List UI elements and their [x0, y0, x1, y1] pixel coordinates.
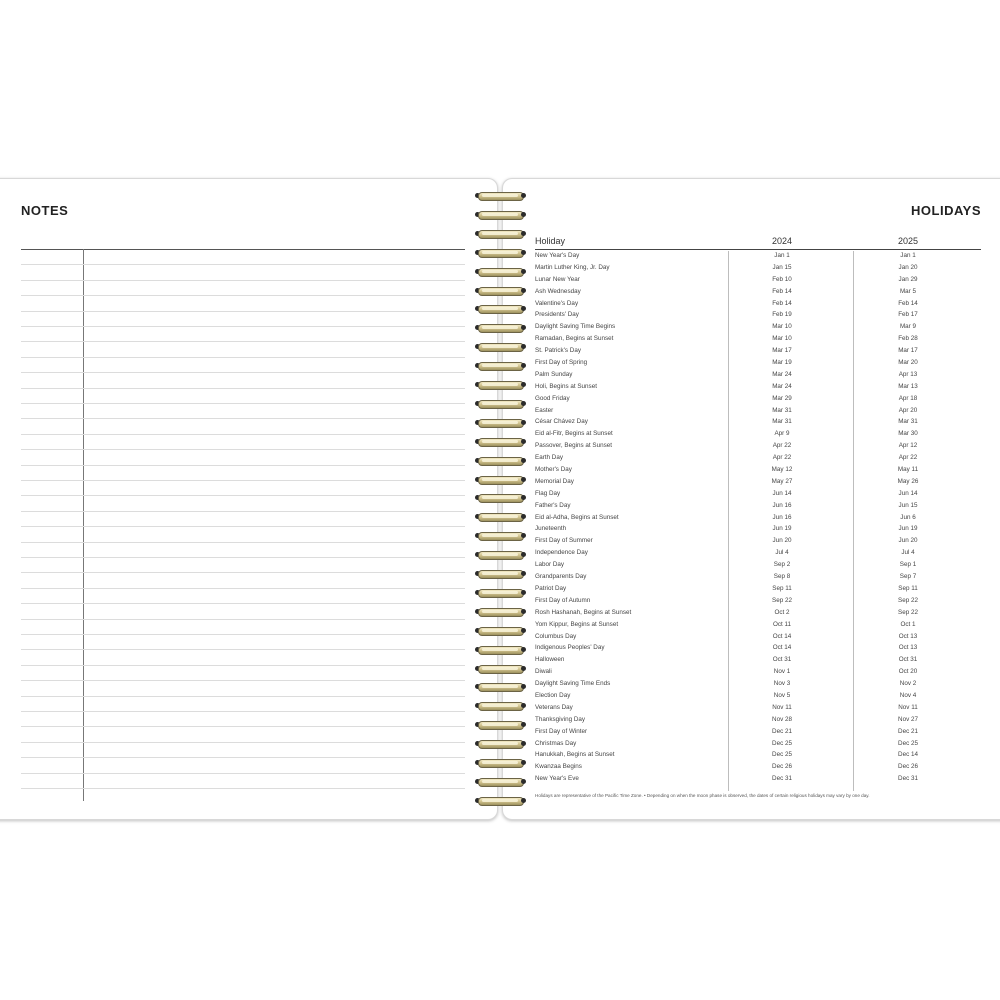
date-2025: Feb 17 — [898, 311, 918, 319]
table-row — [535, 286, 981, 298]
holiday-name: Daylight Saving Time Begins — [535, 323, 616, 331]
date-2025: Apr 22 — [898, 454, 918, 462]
coil-ring — [478, 438, 524, 447]
table-row — [535, 654, 981, 666]
notes-rule-line — [21, 588, 465, 589]
table-row — [535, 773, 981, 785]
coil-ring — [478, 646, 524, 655]
notes-top-rule — [21, 249, 465, 250]
date-2024: Dec 21 — [772, 727, 792, 735]
holiday-name: Labor Day — [535, 561, 565, 569]
notes-rule-line — [21, 572, 465, 573]
coil-ring — [478, 740, 524, 749]
date-2025: Sep 22 — [898, 608, 918, 616]
table-row — [535, 666, 981, 678]
table-row — [535, 476, 981, 488]
notes-rule-line — [21, 295, 465, 296]
date-2024: Mar 29 — [772, 394, 792, 402]
date-2024: Dec 25 — [772, 739, 792, 747]
date-2024: Jun 20 — [772, 537, 792, 545]
holiday-name: First Day of Spring — [535, 359, 588, 367]
holiday-name: Passover, Begins at Sunset — [535, 442, 613, 450]
notes-rule-line — [21, 726, 465, 727]
date-2025: Jun 14 — [898, 489, 918, 497]
date-2024: Nov 28 — [772, 715, 792, 723]
planner-spread — [0, 178, 1000, 822]
table-row — [535, 738, 981, 750]
notes-page — [0, 178, 498, 820]
date-2024: Apr 9 — [774, 430, 790, 438]
holiday-name: Mother's Day — [535, 466, 572, 474]
notes-rule-line — [21, 788, 465, 789]
notes-rule-line — [21, 757, 465, 758]
date-2024: Mar 24 — [772, 370, 792, 378]
holiday-name: Easter — [535, 406, 554, 414]
table-row — [535, 321, 981, 333]
date-2024: Feb 14 — [772, 299, 792, 307]
coil-ring — [478, 683, 524, 692]
table-row — [535, 559, 981, 571]
holiday-name: Rosh Hashanah, Begins at Sunset — [535, 608, 632, 616]
date-2025: Jan 1 — [900, 252, 916, 259]
notes-rule-line — [21, 711, 465, 712]
coil-ring — [478, 608, 524, 617]
date-2025: Oct 20 — [898, 668, 918, 676]
date-2025: Dec 25 — [898, 739, 918, 747]
coil-ring — [478, 249, 524, 258]
coil-ring — [478, 419, 524, 428]
notes-margin-line — [83, 249, 84, 801]
notes-rule-line — [21, 388, 465, 389]
coil-ring — [478, 797, 524, 806]
date-2024: Nov 5 — [773, 691, 791, 699]
table-row — [535, 250, 981, 262]
notes-rule-line — [21, 542, 465, 543]
date-2025: Apr 18 — [898, 394, 918, 402]
coil-ring — [478, 305, 524, 314]
notes-rule-line — [21, 311, 465, 312]
date-2024: Jun 16 — [772, 513, 792, 521]
date-2025: Feb 28 — [898, 335, 918, 343]
holiday-name: Ash Wednesday — [535, 287, 581, 295]
date-2025: Apr 12 — [898, 442, 918, 450]
holiday-name: Palm Sunday — [535, 370, 573, 378]
holiday-name: Flag Day — [535, 489, 561, 497]
notes-rule-line — [21, 418, 465, 419]
holiday-name: First Day of Winter — [535, 727, 588, 735]
date-2025: Jul 4 — [901, 549, 915, 557]
table-row — [535, 535, 981, 547]
date-2024: Feb 19 — [772, 311, 792, 319]
date-2024: Nov 1 — [773, 668, 791, 676]
holiday-name: Father's Day — [535, 501, 571, 509]
date-2025: May 26 — [897, 477, 919, 485]
table-row — [535, 369, 981, 381]
table-row — [535, 595, 981, 607]
holiday-name: Juneteenth — [535, 525, 567, 533]
table-row — [535, 702, 981, 714]
table-row — [535, 547, 981, 559]
notes-rule-line — [21, 465, 465, 466]
date-2025: Mar 9 — [899, 323, 917, 331]
table-row — [535, 607, 981, 619]
coil-ring — [478, 494, 524, 503]
notes-rule-line — [21, 680, 465, 681]
table-row — [535, 381, 981, 393]
date-2025: Nov 4 — [899, 691, 917, 699]
table-row — [535, 274, 981, 286]
notes-lined-area — [21, 249, 465, 801]
date-2025: Nov 2 — [899, 680, 917, 688]
date-2024: Mar 10 — [772, 323, 792, 331]
date-2025: Jun 15 — [898, 501, 918, 509]
holidays-page — [502, 178, 1000, 820]
table-row — [535, 488, 981, 500]
notes-rule-line — [21, 649, 465, 650]
coil-ring — [478, 778, 524, 787]
holiday-name: Halloween — [535, 656, 565, 664]
coil-ring — [478, 759, 524, 768]
date-2024: Jun 16 — [772, 501, 792, 509]
coil-ring — [478, 324, 524, 333]
coil-ring — [478, 721, 524, 730]
notes-rule-line — [21, 403, 465, 404]
header-year-2024: 2024 — [771, 236, 793, 246]
table-row — [535, 523, 981, 535]
date-2025: Apr 20 — [898, 406, 918, 414]
holiday-name: Patriot Day — [535, 584, 567, 592]
holiday-name: New Year's Eve — [535, 775, 579, 783]
date-2024: Mar 31 — [772, 406, 792, 414]
coil-ring — [478, 268, 524, 277]
holiday-name: St. Patrick's Day — [535, 347, 581, 355]
date-2024: May 27 — [771, 477, 793, 485]
holiday-name: Holi, Begins at Sunset — [535, 382, 597, 390]
holiday-name: Yom Kippur, Begins at Sunset — [535, 620, 619, 628]
date-2024: Mar 17 — [772, 347, 792, 355]
holiday-name: Daylight Saving Time Ends — [535, 680, 611, 688]
holiday-name: Thanksgiving Day — [535, 715, 586, 723]
notes-rule-line — [21, 434, 465, 435]
notes-rule-line — [21, 696, 465, 697]
date-2024: Feb 14 — [772, 287, 792, 295]
coil-ring — [478, 476, 524, 485]
date-2025: Feb 14 — [898, 299, 918, 307]
date-2025: Jan 29 — [898, 275, 918, 283]
holiday-name: Lunar New Year — [535, 275, 580, 283]
notes-rule-line — [21, 264, 465, 265]
holiday-name: Memorial Day — [535, 477, 574, 485]
holiday-name: New Year's Day — [535, 252, 580, 259]
date-2025: Mar 13 — [898, 382, 918, 390]
date-2025: Oct 13 — [898, 644, 918, 652]
date-2025: Oct 1 — [900, 620, 916, 628]
date-2025: Jan 20 — [898, 263, 918, 271]
notes-rule-line — [21, 773, 465, 774]
date-2025: Mar 5 — [899, 287, 917, 295]
date-2025: Jun 19 — [898, 525, 918, 533]
table-row — [535, 749, 981, 761]
table-row — [535, 631, 981, 643]
holiday-name: Hanukkah, Begins at Sunset — [535, 751, 615, 759]
holiday-name: Independence Day — [535, 549, 588, 557]
holiday-name: First Day of Summer — [535, 537, 593, 545]
holiday-name: First Day of Autumn — [535, 596, 591, 604]
notes-rule-line — [21, 619, 465, 620]
coil-ring — [478, 702, 524, 711]
date-2025: Sep 22 — [898, 596, 918, 604]
table-row — [535, 583, 981, 595]
holiday-name: Christmas Day — [535, 739, 577, 747]
holiday-name: Earth Day — [535, 454, 563, 462]
holiday-name: Good Friday — [535, 394, 570, 402]
date-2024: Apr 22 — [772, 442, 792, 450]
notes-rule-line — [21, 557, 465, 558]
date-2024: Jun 19 — [772, 525, 792, 533]
date-2025: May 11 — [897, 466, 919, 474]
notes-rule-line — [21, 280, 465, 281]
date-2025: Mar 20 — [898, 359, 918, 367]
table-row — [535, 726, 981, 738]
coil-ring — [478, 513, 524, 522]
date-2025: Sep 11 — [898, 584, 918, 592]
header-year-2025: 2025 — [897, 236, 919, 246]
date-2024: Feb 10 — [772, 275, 792, 283]
notes-rule-line — [21, 495, 465, 496]
table-row — [535, 428, 981, 440]
date-2024: Nov 3 — [773, 680, 791, 688]
date-2024: Oct 31 — [772, 656, 792, 664]
date-2024: May 12 — [771, 466, 793, 474]
holiday-name: Eid al-Adha, Begins at Sunset — [535, 513, 619, 521]
coil-ring — [478, 665, 524, 674]
date-2024: Jan 1 — [774, 252, 790, 259]
date-2025: Mar 17 — [898, 347, 918, 355]
date-2025: Jun 20 — [898, 537, 918, 545]
table-row — [535, 678, 981, 690]
notes-rule-line — [21, 603, 465, 604]
date-2025: Sep 7 — [899, 573, 917, 581]
holiday-name: Valentine's Day — [535, 299, 579, 307]
date-2024: Sep 11 — [772, 584, 792, 592]
coil-ring — [478, 192, 524, 201]
holiday-name: Kwanzaa Begins — [535, 763, 582, 771]
table-row — [535, 298, 981, 310]
table-row — [535, 452, 981, 464]
date-2025: Apr 13 — [898, 370, 918, 378]
holiday-name: Martin Luther King, Jr. Day — [535, 263, 610, 271]
date-2025: Mar 31 — [898, 418, 918, 426]
table-row — [535, 345, 981, 357]
date-2024: Sep 8 — [773, 573, 791, 581]
coil-ring — [478, 381, 524, 390]
date-2025: Dec 14 — [898, 751, 918, 759]
holidays-table-body — [535, 250, 981, 785]
coil-ring — [478, 400, 524, 409]
table-row — [535, 512, 981, 524]
date-2025: Nov 27 — [898, 715, 918, 723]
notes-rule-line — [21, 634, 465, 635]
holiday-name: César Chávez Day — [535, 418, 588, 426]
coil-ring — [478, 551, 524, 560]
date-2025: Dec 31 — [898, 775, 918, 783]
table-row — [535, 500, 981, 512]
date-2024: Dec 31 — [772, 775, 792, 783]
notes-rule-line — [21, 742, 465, 743]
table-row — [535, 571, 981, 583]
notes-rule-line — [21, 449, 465, 450]
holiday-name: Diwali — [535, 668, 552, 676]
notes-rule-line — [21, 665, 465, 666]
date-2025: Jun 6 — [900, 513, 916, 521]
holidays-table-header — [535, 235, 981, 250]
coil-ring — [478, 589, 524, 598]
date-2024: Sep 22 — [772, 596, 792, 604]
coil-ring — [478, 287, 524, 296]
date-2024: Jan 15 — [772, 263, 792, 271]
holiday-name: Grandparents Day — [535, 573, 587, 581]
table-row — [535, 416, 981, 428]
date-2024: Jul 4 — [775, 549, 789, 557]
table-row — [535, 714, 981, 726]
table-row — [535, 642, 981, 654]
holiday-name: Ramadan, Begins at Sunset — [535, 335, 614, 343]
holiday-name: Indigenous Peoples' Day — [535, 644, 605, 652]
notes-rule-line — [21, 511, 465, 512]
date-2025: Dec 21 — [898, 727, 918, 735]
date-2024: Oct 11 — [772, 620, 792, 628]
coil-ring — [478, 570, 524, 579]
notes-rule-line — [21, 526, 465, 527]
date-2024: Nov 11 — [772, 703, 792, 711]
coil-ring — [478, 532, 524, 541]
date-2025: Sep 1 — [899, 561, 917, 569]
notes-rule-line — [21, 372, 465, 373]
spiral-binding — [474, 186, 530, 814]
header-holiday: Holiday — [535, 236, 566, 246]
date-2024: Mar 19 — [772, 359, 792, 367]
date-2024: Jun 14 — [772, 489, 792, 497]
date-2024: Oct 14 — [772, 632, 792, 640]
coil-ring — [478, 457, 524, 466]
table-row — [535, 262, 981, 274]
table-row — [535, 333, 981, 345]
notes-rule-line — [21, 326, 465, 327]
date-2024: Dec 26 — [772, 763, 792, 771]
date-2024: Dec 25 — [772, 751, 792, 759]
holiday-name: Election Day — [535, 691, 571, 699]
table-row — [535, 619, 981, 631]
date-2024: Mar 31 — [772, 418, 792, 426]
table-row — [535, 309, 981, 321]
date-2024: Oct 14 — [772, 644, 792, 652]
date-2025: Nov 11 — [898, 703, 918, 711]
holidays-table — [535, 235, 981, 785]
holidays-title: HOLIDAYS — [911, 203, 981, 218]
notes-rule-line — [21, 480, 465, 481]
holidays-footnote: Holidays are representative of the Pacific Time Zone. • Depending on when the moon phase is observed, the dates of certain religious holidays may vary by one day. — [535, 793, 870, 798]
date-2025: Oct 13 — [898, 632, 918, 640]
holiday-name: Columbus Day — [535, 632, 577, 640]
table-row — [535, 440, 981, 452]
table-row — [535, 761, 981, 773]
coil-ring — [478, 343, 524, 352]
date-2025: Oct 31 — [898, 656, 918, 664]
coil-ring — [478, 230, 524, 239]
holiday-name: Presidents' Day — [535, 311, 579, 319]
notes-title: NOTES — [21, 203, 69, 218]
table-row — [535, 393, 981, 405]
table-row — [535, 405, 981, 417]
date-2025: Dec 26 — [898, 763, 918, 771]
table-row — [535, 690, 981, 702]
date-2025: Mar 30 — [898, 430, 918, 438]
notes-rule-line — [21, 341, 465, 342]
table-row — [535, 357, 981, 369]
holiday-name: Eid al-Fitr, Begins at Sunset — [535, 430, 613, 438]
coil-ring — [478, 627, 524, 636]
holiday-name: Veterans Day — [535, 703, 573, 711]
table-row — [535, 464, 981, 476]
date-2024: Oct 2 — [774, 608, 790, 616]
coil-ring — [478, 211, 524, 220]
date-2024: Mar 24 — [772, 382, 792, 390]
date-2024: Apr 22 — [772, 454, 792, 462]
date-2024: Mar 10 — [772, 335, 792, 343]
date-2024: Sep 2 — [773, 561, 791, 569]
notes-rule-line — [21, 357, 465, 358]
coil-ring — [478, 362, 524, 371]
